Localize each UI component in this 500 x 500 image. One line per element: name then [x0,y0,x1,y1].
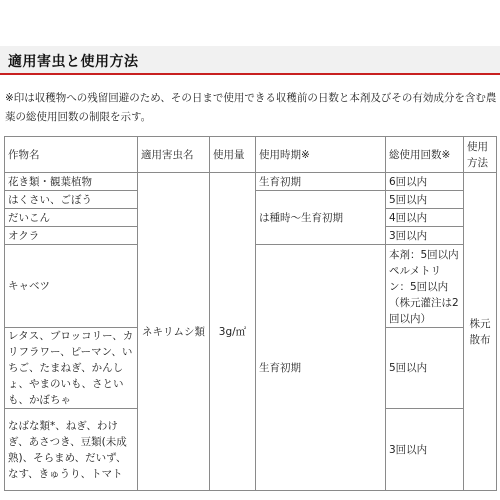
total-uses-cell: 4回以内 [386,209,464,227]
total-uses-cell: 5回以内 [386,191,464,209]
crop-cell: はくさい、ごぼう [5,191,138,209]
application-table [4,136,497,491]
total-uses-cell: 本剤：5回以内 ペルメトリン：5回以内（株元灌注は2回以内） [386,245,464,328]
timing-cell: 生育初期 [256,173,386,191]
total-uses-cell: 5回以内 [386,328,464,409]
crop-cell: だいこん [5,209,138,227]
crop-cell: なばな類*、ねぎ、わけぎ、あさつき、豆類(未成熟)、そらまめ、だいず、なす、きゅうり、トマト [5,409,138,491]
total-uses-cell: 3回以内 [386,409,464,491]
table-header-row [5,137,497,173]
timing-cell: 生育初期 [256,245,386,491]
total-uses-cell: 6回以内 [386,173,464,191]
method-cell: 株元 散布 [464,173,497,491]
crop-cell: レタス、ブロッコリー、カリフラワー、ピーマン、いちご、たまねぎ、かんしょ、やまのいも、さといも、かぼちゃ [5,328,138,409]
table-row [5,173,497,191]
header-method: 使用 方法 [464,137,497,173]
pest-cell: ネキリムシ類 [138,173,210,491]
header-crop: 作物名 [5,137,138,173]
crop-cell: オクラ [5,227,138,245]
header-pest: 適用害虫名 [138,137,210,173]
total-uses-cell: 3回以内 [386,227,464,245]
crop-cell: キャベツ [5,245,138,328]
amount-cell: 3g/㎡ [210,173,256,491]
header-total-uses: 総使用回数※ [386,137,464,173]
crop-cell: 花き類・観葉植物 [5,173,138,191]
header-timing: 使用時期※ [256,137,386,173]
header-amount: 使用量 [210,137,256,173]
timing-cell: は種時～生育初期 [256,191,386,245]
usage-note: ※印は収穫物への残留回避のため、その日まで使用できる収穫前の日数と本剤及びその有効成分を含む農薬の総使用回数の制限を示す。 [5,92,497,123]
section-header [0,46,500,75]
section-title: 適用害虫と使用方法 [8,54,139,70]
